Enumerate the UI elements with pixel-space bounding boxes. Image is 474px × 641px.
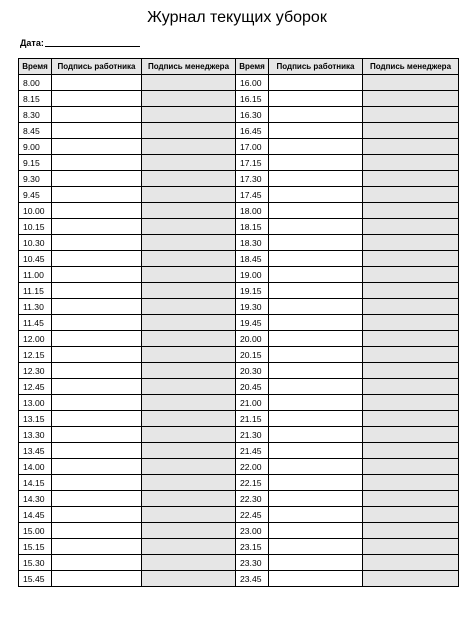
employee-signature-cell[interactable] (52, 331, 142, 347)
time-cell-left: 11.00 (19, 267, 52, 283)
header-employee-left: Подпись работника (52, 59, 142, 75)
employee-signature-cell[interactable] (269, 411, 363, 427)
employee-signature-cell[interactable] (52, 443, 142, 459)
header-manager-right: Подпись менеджера (363, 59, 459, 75)
time-cell-left: 11.30 (19, 299, 52, 315)
table-row (19, 491, 459, 507)
time-cell-left: 12.30 (19, 363, 52, 379)
employee-signature-cell[interactable] (52, 283, 142, 299)
manager-signature-cell[interactable] (142, 123, 236, 139)
employee-signature-cell[interactable] (52, 427, 142, 443)
employee-signature-cell[interactable] (52, 411, 142, 427)
employee-signature-cell[interactable] (269, 523, 363, 539)
table-row (19, 219, 459, 235)
table-header-row (19, 59, 459, 75)
table-row (19, 283, 459, 299)
manager-signature-cell[interactable] (142, 379, 236, 395)
employee-signature-cell[interactable] (269, 123, 363, 139)
employee-signature-cell[interactable] (52, 155, 142, 171)
header-time-left: Время (19, 59, 52, 75)
date-field[interactable] (45, 46, 140, 47)
time-cell-left: 12.00 (19, 331, 52, 347)
employee-signature-cell[interactable] (52, 475, 142, 491)
table-row (19, 331, 459, 347)
time-cell-right: 18.15 (236, 219, 269, 235)
time-cell-left: 14.15 (19, 475, 52, 491)
employee-signature-cell[interactable] (269, 491, 363, 507)
table-row (19, 411, 459, 427)
time-cell-left: 15.15 (19, 539, 52, 555)
employee-signature-cell[interactable] (269, 395, 363, 411)
time-cell-left: 9.00 (19, 139, 52, 155)
employee-signature-cell[interactable] (52, 123, 142, 139)
manager-signature-cell[interactable] (363, 347, 459, 363)
time-cell-right: 22.15 (236, 475, 269, 491)
employee-signature-cell[interactable] (52, 523, 142, 539)
manager-signature-cell[interactable] (363, 427, 459, 443)
time-cell-right: 21.00 (236, 395, 269, 411)
employee-signature-cell[interactable] (52, 267, 142, 283)
time-cell-left: 8.30 (19, 107, 52, 123)
manager-signature-cell[interactable] (142, 219, 236, 235)
employee-signature-cell[interactable] (269, 75, 363, 91)
table-row (19, 235, 459, 251)
employee-signature-cell[interactable] (52, 363, 142, 379)
employee-signature-cell[interactable] (52, 251, 142, 267)
manager-signature-cell[interactable] (363, 75, 459, 91)
manager-signature-cell[interactable] (363, 315, 459, 331)
manager-signature-cell[interactable] (142, 427, 236, 443)
table-row (19, 571, 459, 587)
employee-signature-cell[interactable] (269, 251, 363, 267)
employee-signature-cell[interactable] (269, 315, 363, 331)
table-row (19, 91, 459, 107)
time-cell-left: 15.45 (19, 571, 52, 587)
time-cell-right: 17.30 (236, 171, 269, 187)
manager-signature-cell[interactable] (363, 283, 459, 299)
manager-signature-cell[interactable] (142, 155, 236, 171)
manager-signature-cell[interactable] (363, 571, 459, 587)
table-row (19, 203, 459, 219)
time-cell-right: 16.15 (236, 91, 269, 107)
table-row (19, 459, 459, 475)
manager-signature-cell[interactable] (363, 395, 459, 411)
time-cell-right: 17.45 (236, 187, 269, 203)
manager-signature-cell[interactable] (142, 363, 236, 379)
employee-signature-cell[interactable] (269, 331, 363, 347)
manager-signature-cell[interactable] (363, 267, 459, 283)
employee-signature-cell[interactable] (269, 379, 363, 395)
table-row (19, 507, 459, 523)
manager-signature-cell[interactable] (142, 139, 236, 155)
table-row (19, 251, 459, 267)
time-cell-right: 16.00 (236, 75, 269, 91)
employee-signature-cell[interactable] (52, 491, 142, 507)
time-cell-left: 8.45 (19, 123, 52, 139)
table-row (19, 171, 459, 187)
manager-signature-cell[interactable] (142, 235, 236, 251)
manager-signature-cell[interactable] (142, 283, 236, 299)
employee-signature-cell[interactable] (52, 315, 142, 331)
time-cell-right: 21.45 (236, 443, 269, 459)
table-row (19, 107, 459, 123)
header-time-right: Время (236, 59, 269, 75)
manager-signature-cell[interactable] (142, 411, 236, 427)
cleaning-log-table (18, 58, 459, 587)
employee-signature-cell[interactable] (52, 107, 142, 123)
manager-signature-cell[interactable] (363, 331, 459, 347)
manager-signature-cell[interactable] (363, 475, 459, 491)
time-cell-right: 20.00 (236, 331, 269, 347)
manager-signature-cell[interactable] (363, 107, 459, 123)
employee-signature-cell[interactable] (269, 555, 363, 571)
time-cell-right: 19.30 (236, 299, 269, 315)
manager-signature-cell[interactable] (142, 459, 236, 475)
time-cell-left: 13.15 (19, 411, 52, 427)
table-row (19, 427, 459, 443)
time-cell-right: 23.30 (236, 555, 269, 571)
time-cell-right: 19.00 (236, 267, 269, 283)
employee-signature-cell[interactable] (52, 75, 142, 91)
time-cell-right: 21.15 (236, 411, 269, 427)
employee-signature-cell[interactable] (52, 459, 142, 475)
time-cell-right: 20.45 (236, 379, 269, 395)
employee-signature-cell[interactable] (52, 507, 142, 523)
manager-signature-cell[interactable] (363, 235, 459, 251)
time-cell-right: 22.45 (236, 507, 269, 523)
header-employee-right: Подпись работника (269, 59, 363, 75)
employee-signature-cell[interactable] (269, 475, 363, 491)
manager-signature-cell[interactable] (363, 187, 459, 203)
manager-signature-cell[interactable] (363, 363, 459, 379)
table-row (19, 155, 459, 171)
time-cell-right: 19.45 (236, 315, 269, 331)
manager-signature-cell[interactable] (142, 523, 236, 539)
employee-signature-cell[interactable] (52, 347, 142, 363)
time-cell-right: 18.00 (236, 203, 269, 219)
employee-signature-cell[interactable] (269, 507, 363, 523)
time-cell-left: 8.00 (19, 75, 52, 91)
table-row (19, 299, 459, 315)
manager-signature-cell[interactable] (363, 171, 459, 187)
manager-signature-cell[interactable] (142, 347, 236, 363)
time-cell-left: 13.30 (19, 427, 52, 443)
time-cell-right: 22.30 (236, 491, 269, 507)
employee-signature-cell[interactable] (269, 363, 363, 379)
employee-signature-cell[interactable] (52, 299, 142, 315)
manager-signature-cell[interactable] (142, 475, 236, 491)
employee-signature-cell[interactable] (269, 427, 363, 443)
employee-signature-cell[interactable] (52, 539, 142, 555)
time-cell-right: 17.15 (236, 155, 269, 171)
table-row (19, 347, 459, 363)
employee-signature-cell[interactable] (269, 267, 363, 283)
manager-signature-cell[interactable] (363, 251, 459, 267)
employee-signature-cell[interactable] (269, 91, 363, 107)
employee-signature-cell[interactable] (269, 107, 363, 123)
time-cell-right: 16.45 (236, 123, 269, 139)
employee-signature-cell[interactable] (269, 187, 363, 203)
employee-signature-cell[interactable] (52, 379, 142, 395)
time-cell-left: 14.00 (19, 459, 52, 475)
time-cell-right: 23.00 (236, 523, 269, 539)
employee-signature-cell[interactable] (52, 235, 142, 251)
time-cell-left: 13.45 (19, 443, 52, 459)
table-row (19, 379, 459, 395)
manager-signature-cell[interactable] (142, 443, 236, 459)
employee-signature-cell[interactable] (52, 395, 142, 411)
employee-signature-cell[interactable] (269, 283, 363, 299)
time-cell-right: 18.30 (236, 235, 269, 251)
employee-signature-cell[interactable] (269, 539, 363, 555)
manager-signature-cell[interactable] (363, 139, 459, 155)
employee-signature-cell[interactable] (269, 203, 363, 219)
employee-signature-cell[interactable] (269, 155, 363, 171)
time-cell-right: 20.30 (236, 363, 269, 379)
time-cell-right: 16.30 (236, 107, 269, 123)
employee-signature-cell[interactable] (269, 171, 363, 187)
employee-signature-cell[interactable] (52, 571, 142, 587)
time-cell-right: 19.15 (236, 283, 269, 299)
employee-signature-cell[interactable] (269, 235, 363, 251)
time-cell-right: 18.45 (236, 251, 269, 267)
time-cell-left: 13.00 (19, 395, 52, 411)
employee-signature-cell[interactable] (52, 171, 142, 187)
manager-signature-cell[interactable] (142, 299, 236, 315)
manager-signature-cell[interactable] (363, 123, 459, 139)
employee-signature-cell[interactable] (52, 139, 142, 155)
table-row (19, 123, 459, 139)
time-cell-right: 23.45 (236, 571, 269, 587)
time-cell-right: 23.15 (236, 539, 269, 555)
manager-signature-cell[interactable] (363, 203, 459, 219)
time-cell-left: 14.45 (19, 507, 52, 523)
employee-signature-cell[interactable] (52, 203, 142, 219)
employee-signature-cell[interactable] (269, 139, 363, 155)
manager-signature-cell[interactable] (363, 219, 459, 235)
employee-signature-cell[interactable] (269, 443, 363, 459)
time-cell-left: 10.15 (19, 219, 52, 235)
manager-signature-cell[interactable] (142, 555, 236, 571)
time-cell-right: 22.00 (236, 459, 269, 475)
time-cell-left: 14.30 (19, 491, 52, 507)
table-row (19, 523, 459, 539)
manager-signature-cell[interactable] (142, 107, 236, 123)
employee-signature-cell[interactable] (52, 555, 142, 571)
employee-signature-cell[interactable] (269, 299, 363, 315)
employee-signature-cell[interactable] (269, 347, 363, 363)
time-cell-right: 20.15 (236, 347, 269, 363)
table-row (19, 75, 459, 91)
manager-signature-cell[interactable] (142, 91, 236, 107)
manager-signature-cell[interactable] (142, 491, 236, 507)
manager-signature-cell[interactable] (142, 539, 236, 555)
table-row (19, 187, 459, 203)
time-cell-left: 12.15 (19, 347, 52, 363)
table-row (19, 443, 459, 459)
employee-signature-cell[interactable] (52, 91, 142, 107)
manager-signature-cell[interactable] (142, 203, 236, 219)
time-cell-left: 9.15 (19, 155, 52, 171)
manager-signature-cell[interactable] (363, 491, 459, 507)
manager-signature-cell[interactable] (363, 459, 459, 475)
employee-signature-cell[interactable] (269, 459, 363, 475)
manager-signature-cell[interactable] (363, 539, 459, 555)
employee-signature-cell[interactable] (52, 219, 142, 235)
manager-signature-cell[interactable] (142, 395, 236, 411)
table-row (19, 395, 459, 411)
employee-signature-cell[interactable] (52, 187, 142, 203)
time-cell-left: 10.45 (19, 251, 52, 267)
time-cell-left: 10.00 (19, 203, 52, 219)
time-cell-left: 12.45 (19, 379, 52, 395)
table-row (19, 139, 459, 155)
manager-signature-cell[interactable] (363, 379, 459, 395)
manager-signature-cell[interactable] (363, 155, 459, 171)
manager-signature-cell[interactable] (142, 187, 236, 203)
date-label: Дата: (20, 38, 44, 48)
manager-signature-cell[interactable] (142, 251, 236, 267)
manager-signature-cell[interactable] (142, 507, 236, 523)
manager-signature-cell[interactable] (142, 75, 236, 91)
time-cell-left: 8.15 (19, 91, 52, 107)
manager-signature-cell[interactable] (142, 571, 236, 587)
manager-signature-cell[interactable] (363, 555, 459, 571)
header-manager-left: Подпись менеджера (142, 59, 236, 75)
manager-signature-cell[interactable] (363, 523, 459, 539)
table-row (19, 475, 459, 491)
time-cell-left: 11.45 (19, 315, 52, 331)
table-row (19, 555, 459, 571)
manager-signature-cell[interactable] (363, 443, 459, 459)
table-row (19, 363, 459, 379)
time-cell-left: 9.30 (19, 171, 52, 187)
time-cell-left: 15.30 (19, 555, 52, 571)
table-row (19, 539, 459, 555)
employee-signature-cell[interactable] (269, 571, 363, 587)
table-row (19, 315, 459, 331)
time-cell-right: 21.30 (236, 427, 269, 443)
time-cell-left: 11.15 (19, 283, 52, 299)
manager-signature-cell[interactable] (142, 267, 236, 283)
manager-signature-cell[interactable] (142, 331, 236, 347)
manager-signature-cell[interactable] (142, 171, 236, 187)
manager-signature-cell[interactable] (363, 411, 459, 427)
time-cell-left: 15.00 (19, 523, 52, 539)
manager-signature-cell[interactable] (142, 315, 236, 331)
time-cell-left: 9.45 (19, 187, 52, 203)
manager-signature-cell[interactable] (363, 507, 459, 523)
time-cell-left: 10.30 (19, 235, 52, 251)
manager-signature-cell[interactable] (363, 91, 459, 107)
page-title: Журнал текущих уборок (147, 9, 327, 26)
manager-signature-cell[interactable] (363, 299, 459, 315)
employee-signature-cell[interactable] (269, 219, 363, 235)
table-row (19, 267, 459, 283)
time-cell-right: 17.00 (236, 139, 269, 155)
